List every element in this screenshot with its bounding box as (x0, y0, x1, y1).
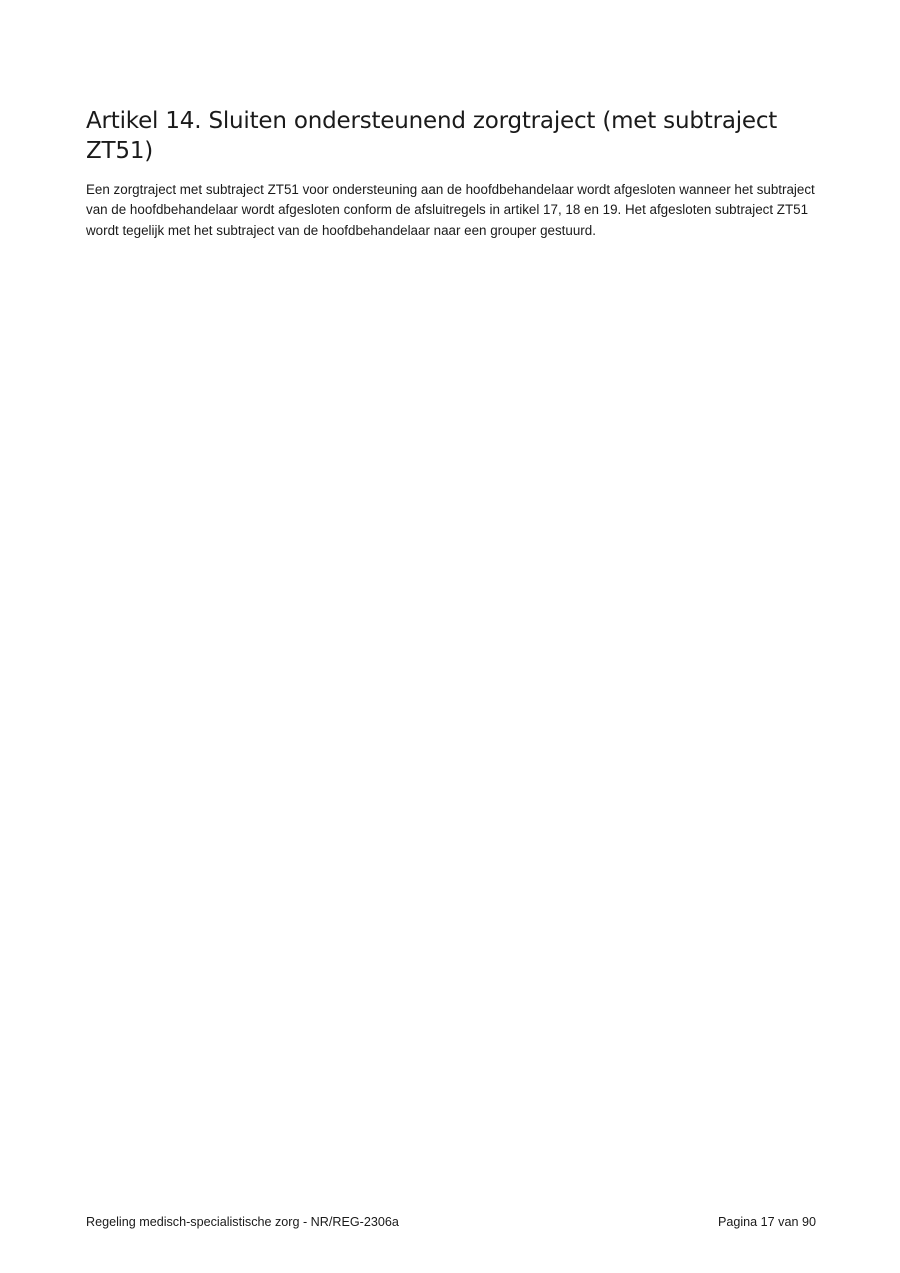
article-body-paragraph: Een zorgtraject met subtraject ZT51 voor ondersteuning aan de hoofdbehandelaar wordt afgesloten wanneer het subtraject van de hoofdbehandelaar wordt afgesloten conform de afsluitregels in artikel 17, 18 en 19. Het afgesloten subtraject ZT51 wordt tegelijk met het subtraject van de hoofdbehandelaar naar een grouper gestuurd. (86, 182, 815, 238)
footer-page-number: Pagina 17 van 90 (717, 1215, 816, 1229)
footer-document-title: Regeling medisch-specialistische zorg - NR/REG-2306a (86, 1215, 399, 1229)
article-heading: Artikel 14. Sluiten ondersteunend zorgtraject (met subtraject ZT51) (86, 108, 778, 164)
